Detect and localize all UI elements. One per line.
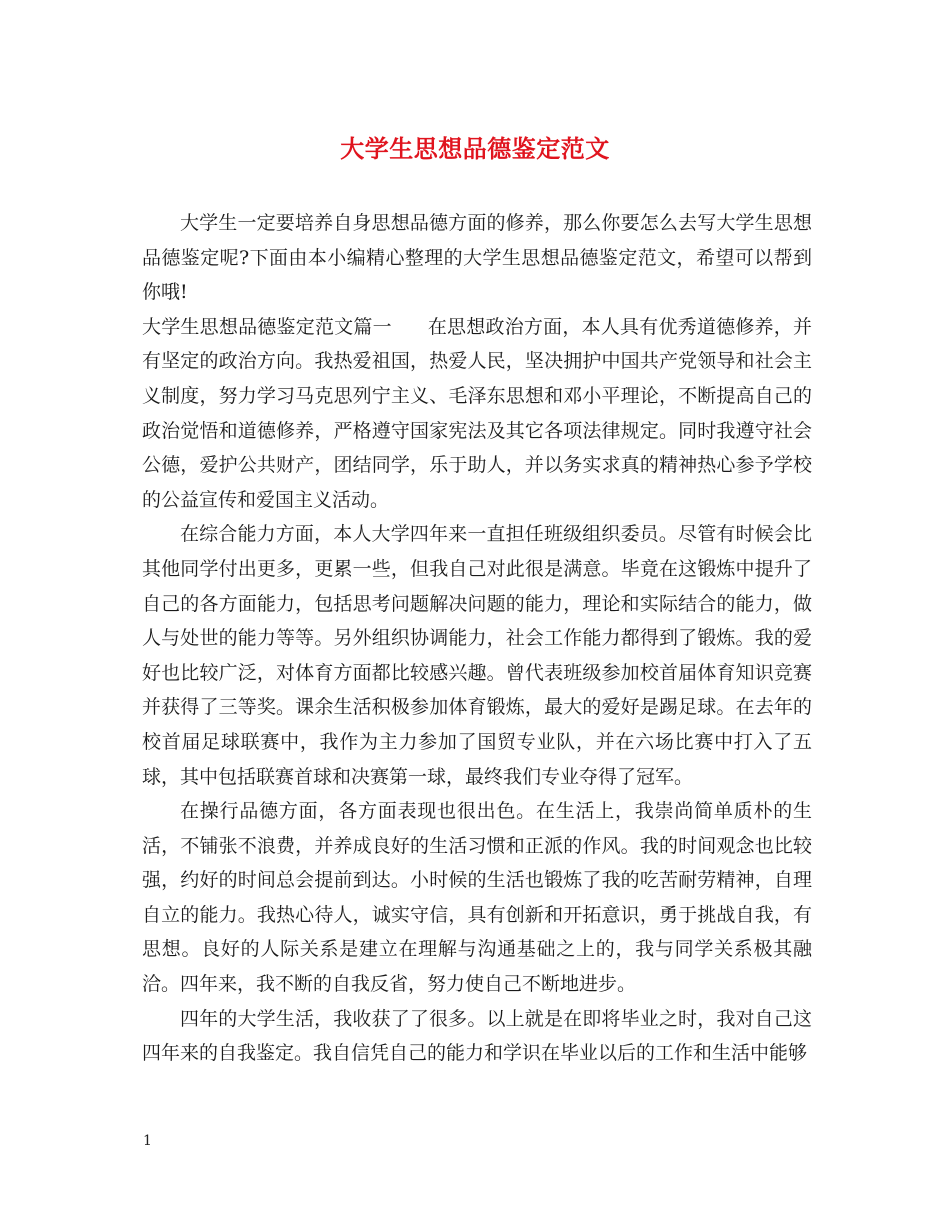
document-body xyxy=(142,206,812,1071)
section-paragraph-1 xyxy=(142,310,812,518)
document-title: 大学生思想品德鉴定范文 xyxy=(340,134,610,163)
section-heading: 大学生思想品德鉴定范文篇一 xyxy=(142,315,392,338)
intro-paragraph: 大学生一定要培养自身思想品德方面的修养，那么你要怎么去写大学生思想品德鉴定呢?下面由本小编精心整理的大学生思想品德鉴定范文，希望可以帮到你哦! xyxy=(142,212,812,304)
paragraph-3: 在操行品德方面，各方面表现也很出色。在生活上，我崇尚简单质朴的生活，不铺张不浪费，并养成良好的生活习惯和正派的作风。我的时间观念也比较强，约好的时间总会提前到达。小时候的生活也锻炼了我的吃苦耐劳精神，自理自立的能力。我热心待人，诚实守信，具有创新和开拓意识，勇于挑战自我，有思想。良好的人际关系是建立在理解与沟通基础之上的，我与同学关系极其融洽。四年来，我不断的自我反省，努力使自己不断地进步。 xyxy=(142,800,812,996)
paragraph-1-text: 在思想政治方面，本人具有优秀道德修养，并有坚定的政治方向。我热爱祖国，热爱人民，坚决拥护中国共产党领导和社会主义制度，努力学习马克思列宁主义、毛泽东思想和邓小平理论，不断提高自己的政治觉悟和道德修养，严格遵守国家宪法及其它各项法律规定。同时我遵守社会公德，爱护公共财产，团结同学，乐于助人，并以务实求真的精神热心参予学校的公益宣传和爱国主义活动。 xyxy=(142,315,812,511)
page-number: 1 xyxy=(143,1133,152,1149)
paragraph-4: 四年的大学生活，我收获了了很多。以上就是在即将毕业之时，我对自己这四年来的自我鉴定。我自信凭自己的能力和学识在毕业以后的工作和生活中能够 xyxy=(142,1007,812,1065)
paragraph-2: 在综合能力方面，本人大学四年来一直担任班级组织委员。尽管有时候会比其他同学付出更多，更累一些，但我自己对此很是满意。毕竟在这锻炼中提升了自己的各方面能力，包括思考问题解决问题的能力，理论和实际结合的能力，做人与处世的能力等等。另外组织协调能力，社会工作能力都得到了锻炼。我的爱好也比较广泛，对体育方面都比较感兴趣。曾代表班级参加校首届体育知识竞赛并获得了三等奖。课余生活积极参加体育锻炼，最大的爱好是踢足球。在去年的校首届足球联赛中，我作为主力参加了国贸专业队，并在六场比赛中打入了五球，其中包括联赛首球和决赛第一球，最终我们专业夺得了冠军。 xyxy=(142,523,812,788)
